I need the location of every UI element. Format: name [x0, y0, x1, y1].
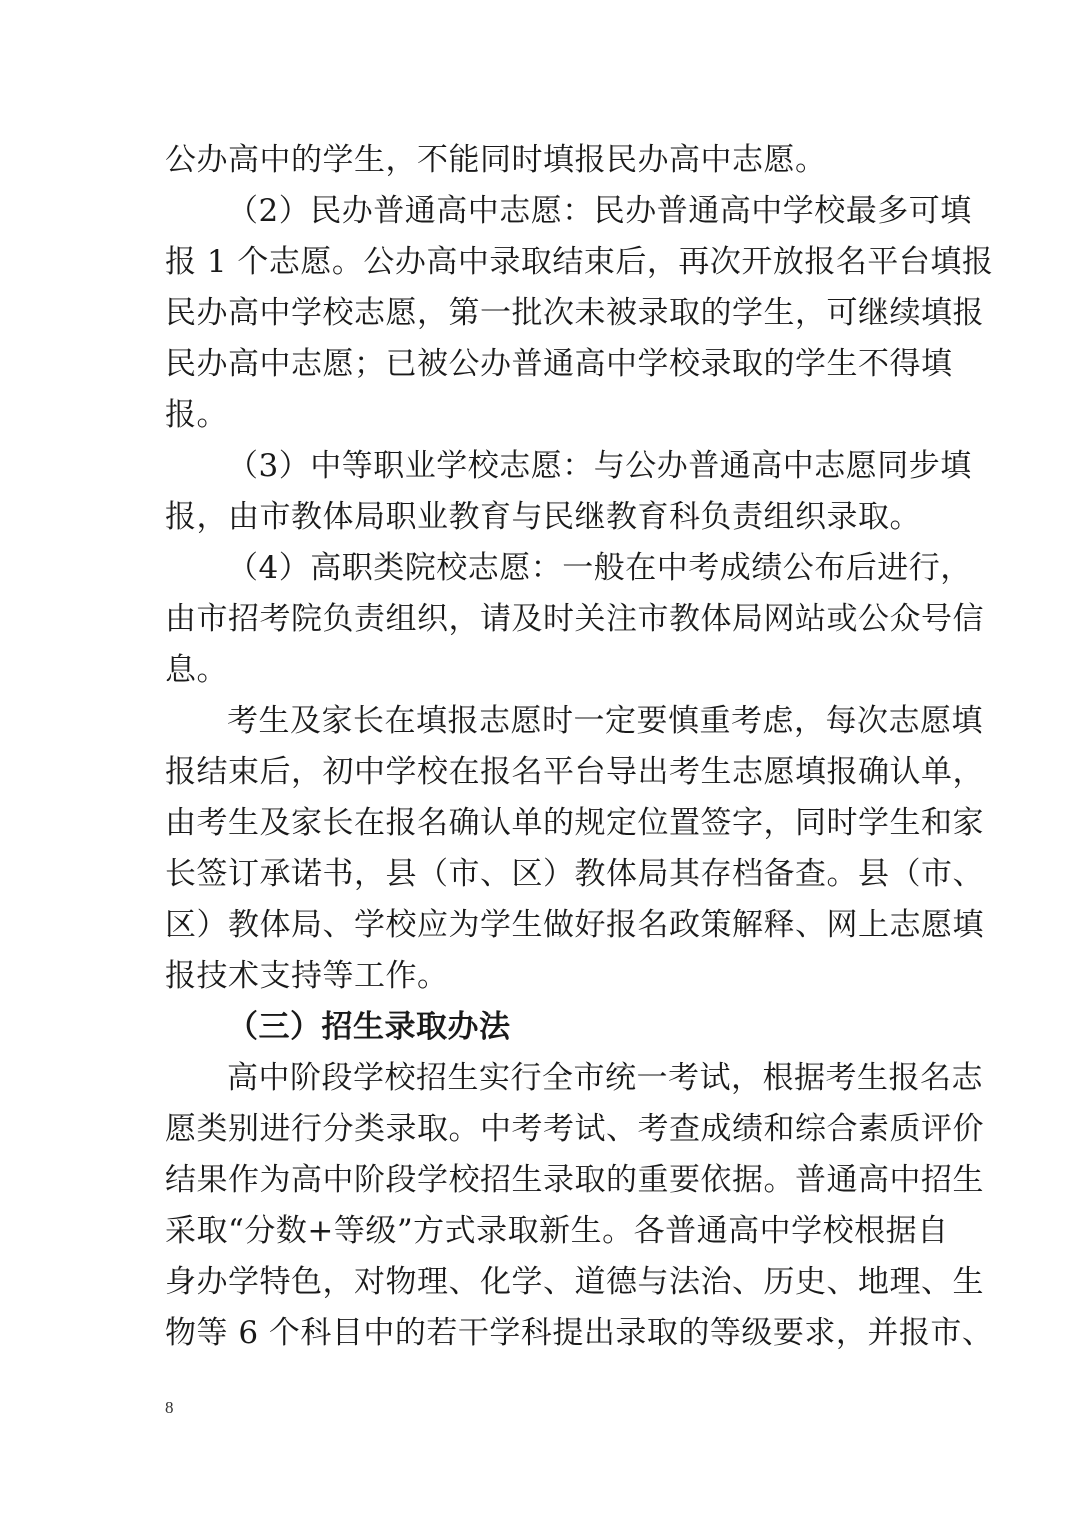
- paragraph-line: 民办高中志愿；已被公办普通高中学校录取的学生不得填: [165, 346, 953, 382]
- paragraph-line: 民办高中学校志愿，第一批次未被录取的学生，可继续填报: [165, 295, 984, 331]
- paragraph-line: 结果作为高中阶段学校招生录取的重要依据。普通高中招生: [165, 1162, 984, 1198]
- section-heading: （三）招生录取办法: [227, 1009, 511, 1045]
- paragraph-line: （4）高职类院校志愿：一般在中考成绩公布后进行，: [227, 550, 972, 586]
- document-body: [165, 135, 994, 1359]
- paragraph-line: 报，由市教体局职业教育与民继教育科负责组织录取。: [165, 499, 921, 535]
- paragraph-line: 区）教体局、学校应为学生做好报名政策解释、网上志愿填: [165, 907, 984, 943]
- paragraph-line: 由市招考院负责组织，请及时关注市教体局网站或公众号信: [165, 601, 984, 637]
- paragraph-line: 报技术支持等工作。: [165, 958, 449, 994]
- paragraph-line: 公办高中的学生，不能同时填报民办高中志愿。: [165, 142, 827, 178]
- paragraph-line: 考生及家长在填报志愿时一定要慎重考虑，每次志愿填: [227, 703, 983, 739]
- paragraph-line: （2）民办普通高中志愿：民办普通高中学校最多可填: [227, 193, 972, 229]
- paragraph-line: 息。: [165, 652, 228, 688]
- paragraph-line: （3）中等职业学校志愿：与公办普通高中志愿同步填: [227, 448, 972, 484]
- paragraph-line: 报。: [165, 397, 228, 433]
- page-number: 8: [165, 1398, 174, 1417]
- paragraph-line: 采取“分数+等级”方式录取新生。各普通高中学校根据自: [165, 1213, 949, 1249]
- paragraph-line: 愿类别进行分类录取。中考考试、考查成绩和综合素质评价: [165, 1111, 984, 1147]
- paragraph-line: 报 1 个志愿。公办高中录取结束后，再次开放报名平台填报: [165, 244, 994, 280]
- paragraph-line: 长签订承诺书，县（市、区）教体局其存档备查。县（市、: [165, 856, 984, 892]
- paragraph-line: 身办学特色，对物理、化学、道德与法治、历史、地理、生: [165, 1264, 984, 1300]
- paragraph-line: 由考生及家长在报名确认单的规定位置签字，同时学生和家: [165, 805, 984, 841]
- paragraph-line: 高中阶段学校招生实行全市统一考试，根据考生报名志: [227, 1060, 983, 1096]
- paragraph-line: 报结束后，初中学校在报名平台导出考生志愿填报确认单，: [165, 754, 984, 790]
- paragraph-line: 物等 6 个科目中的若干学科提出录取的等级要求，并报市、: [165, 1315, 994, 1351]
